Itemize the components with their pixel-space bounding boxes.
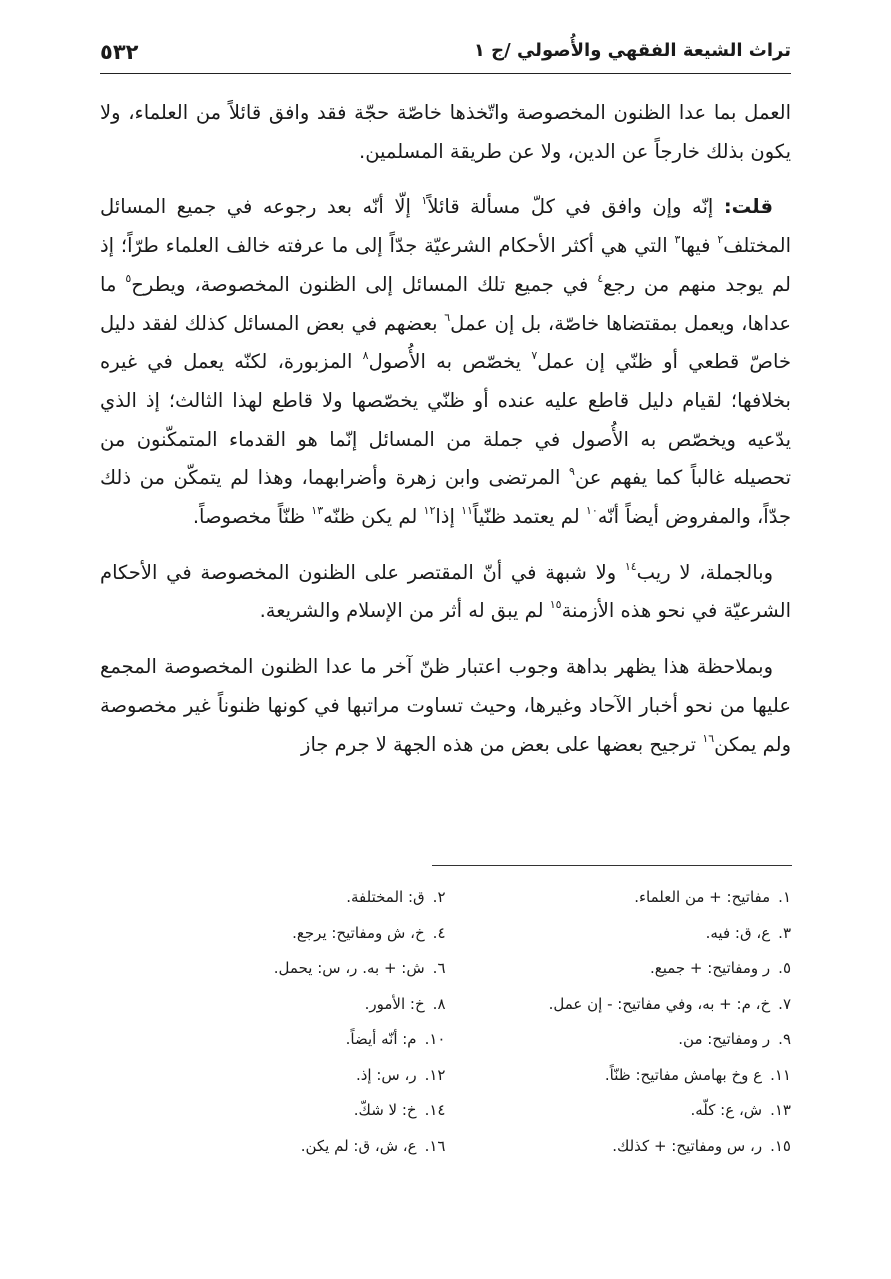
footnote: ١٢.ر، س: إذ. xyxy=(355,1065,446,1084)
footnote-marker: ٢ xyxy=(717,233,724,247)
footnote: ١١.ع وخ بهامش مفاتيح: ظنّاً. xyxy=(604,1065,791,1084)
footnote: ١٥.ر، س ومفاتيح: + كذلك. xyxy=(612,1136,791,1155)
footnote-marker: ٨ xyxy=(362,349,369,363)
footnote: ٥.ر ومفاتيح: + جميع. xyxy=(649,959,791,977)
footnote: ٧.خ، م: + به، وفي مفاتيح: - إن عمل. xyxy=(548,994,791,1013)
page-number: ٥٣٢ xyxy=(100,40,139,64)
footnote-marker: ٧ xyxy=(531,349,538,363)
footnote: ١٤.خ: لا شكّ. xyxy=(353,1101,446,1119)
page-header xyxy=(100,36,791,76)
footnote: ١٠.م: أنّه أيضاً. xyxy=(345,1030,446,1048)
footnote-marker: ١٥ xyxy=(549,598,562,612)
footnote-marker: ١٣ xyxy=(311,504,324,518)
footnote-marker: ١٤ xyxy=(624,559,637,573)
footnote-marker: ٩ xyxy=(569,465,575,479)
footnote-marker: ١١ xyxy=(461,504,473,518)
footnote-marker: ٣ xyxy=(674,233,681,247)
main-text xyxy=(100,94,791,781)
paragraph-2: قلت: إنّه وإن وافق في كلّ مسألة قائلاً$^١$ إلّا أنّه بعد رجوعه في جميع المسائل المختلف$^٢$ فيها$^٣$ التي هي أكثر الأحكام الشرعيّة جدّاً إلى ما عرفته خالف العلماء طرّاً؛ إذ لم يوجد منهم من رجع$^٤$ في جميع تلك المسائل إلى الظنون المخصوصة، ويطرح$^٥$ ما عداها، ويعمل بمقتضاها خاصّة، بل إن عمل$^٦$ بعضهم في بعض المسائل كذلك لفقد دليل خاصّ قطعي أو ظنّي إن عمل$^٧$ يخصّص به الأُصول$^٨$ المزبورة، لكنّه يعمل في غيره بخلافها؛ لقيام دليل قاطع عليه عنده أو ظنّي يخصّصها ولا قاطع لهذا الثالث؛ إذ الذي يدّعيه ويخصّص به الأُصول في جملة من المسائل إنّما هو القدماء المتمكّنون من تحصيله غالباً كما يفهم عن$^٩$ المرتضى وابن زهرة وأضرابهما، وهذا لم يتمكّن من ذلك جدّاً، والمفروض أيضاً أنّه$^{١٠}$ لم يعتمد ظنّياً$^{١١}$ إذا$^{١٢}$ لم يكن ظنّه$^{١٣}$ ظنّاً مخصوصاً. xyxy=(100,194,791,529)
footnote: ٤.خ، ش ومفاتيح: يرجع. xyxy=(292,923,446,942)
footnote: ١.مفاتيح: + من العلماء. xyxy=(634,888,791,906)
footnote-marker: ١٢ xyxy=(423,504,436,518)
footnote: ٩.ر ومفاتيح: من. xyxy=(678,1030,791,1048)
footnote-marker: ٦ xyxy=(444,310,451,324)
footnote-marker: ٥ xyxy=(125,271,132,285)
footnote: ٣.ع، ق: فيه. xyxy=(705,923,791,942)
paragraph-3: وبالجملة، لا ريب$^{١٤}$ ولا شبهة في أنّ المقتصر على الظنون المخصوصة في الأحكام الشرعيّة في نحو هذه الأزمنة$^{١٥}$ لم يبق له أثر من الإسلام والشريعة. xyxy=(100,559,791,623)
footnote-marker: ١ xyxy=(421,194,428,208)
footnote-marker: ١٠ xyxy=(585,504,598,518)
footnote: ١٦.ع، ش، ق: لم يكن. xyxy=(300,1136,446,1155)
footnotes-divider xyxy=(432,865,792,866)
footnote: ١٣.ش، ع: كلّه. xyxy=(690,1101,791,1119)
footnote: ٢.ق: المختلفة. xyxy=(346,888,446,906)
footnote-marker: ١٦ xyxy=(702,731,715,745)
paragraph-4: وبملاحظة هذا يظهر بداهة وجوب اعتبار ظنّ آخر ما عدا الظنون المخصوصة المجمع عليها من نحو أخبار الآحاد وغيرها، وحيث تساوت مراتبها في كونها ظنوناً غير مخصوصة ولم يمكن$^{١٦}$ ترجيح بعضها على بعض من هذه الجهة لا جرم جاز xyxy=(100,655,791,756)
header-divider xyxy=(100,73,791,74)
footnotes xyxy=(100,882,791,1162)
footnote: ٦.ش: + به. ر، س: يحمل. xyxy=(273,959,446,977)
paragraph-lead: قلت: xyxy=(723,195,773,219)
book-title: تراث الشيعة الفقهي والأُصولي /ج ١ xyxy=(473,40,791,61)
footnote: ٨.خ: الأمور. xyxy=(364,994,446,1013)
footnote-marker: ٤ xyxy=(597,271,604,285)
paragraph-1: العمل بما عدا الظنون المخصوصة واتّخذها خاصّة حجّة فقد وافق قائلاً من العلماء، ولا يكون بذلك خارجاً عن الدين، ولا عن طريقة المسلمين. xyxy=(100,101,791,163)
